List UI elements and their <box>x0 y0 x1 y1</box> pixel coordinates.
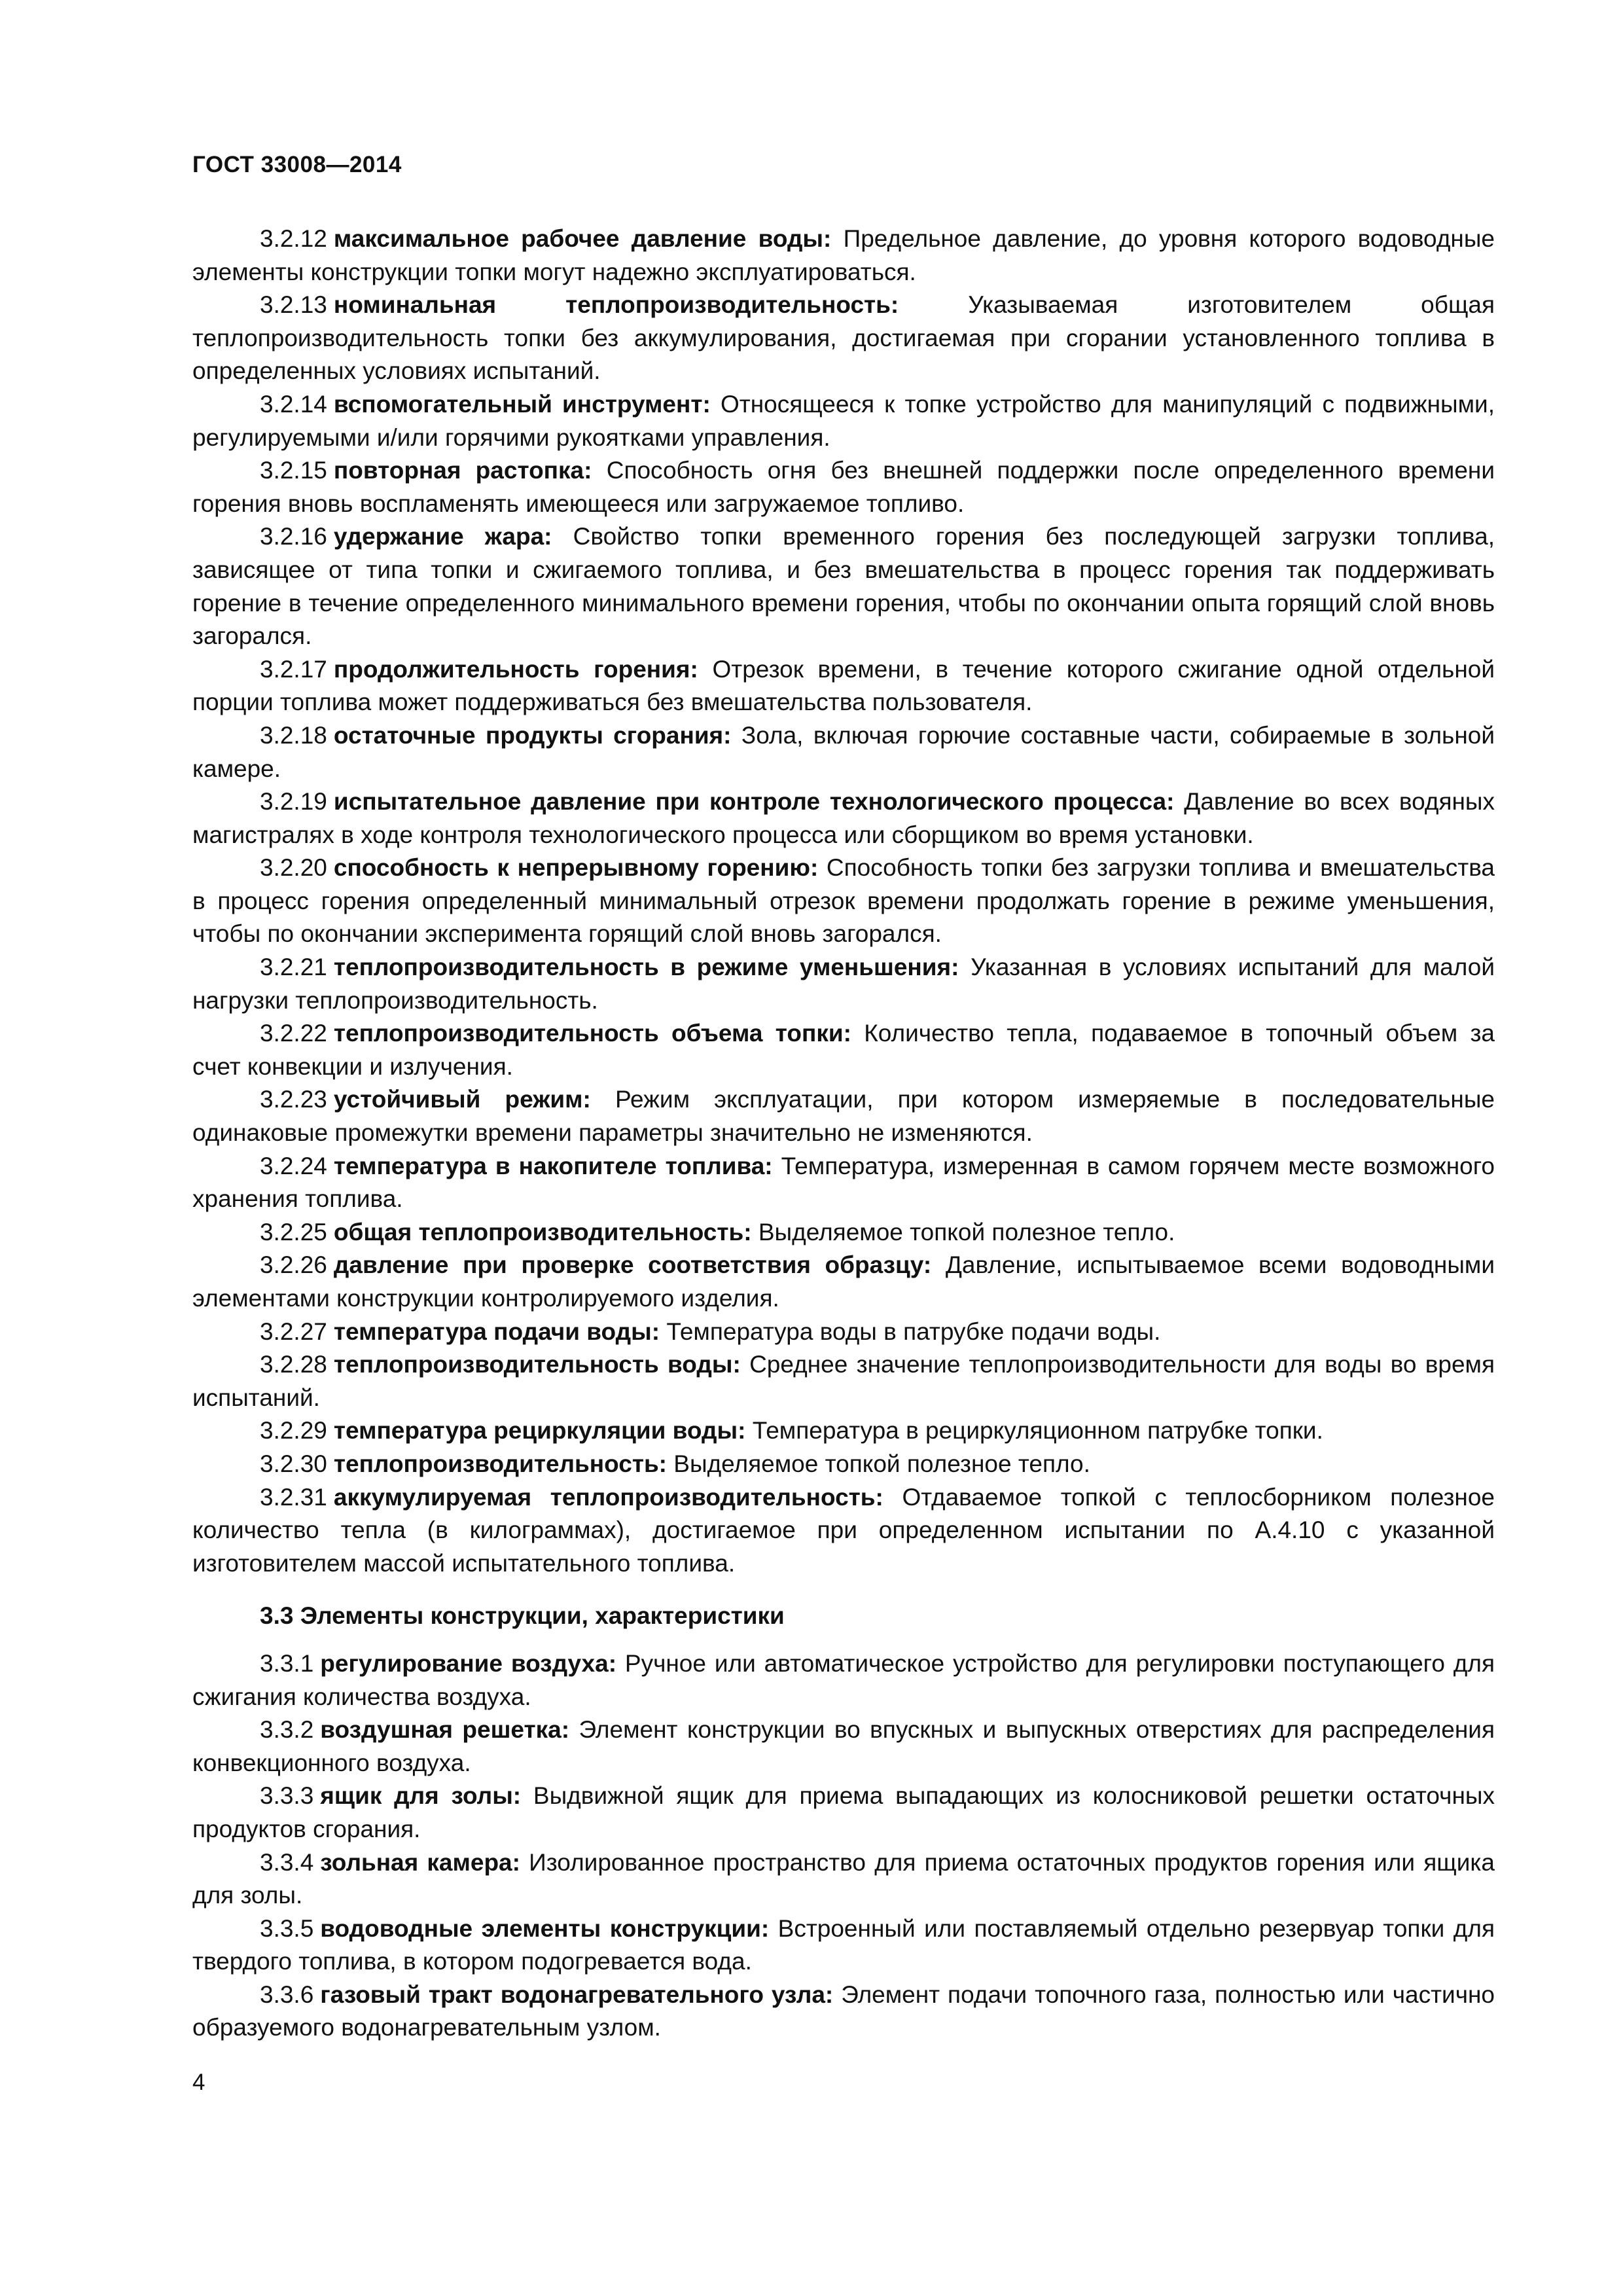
definition-item <box>192 454 1495 520</box>
definition-term: водоводные элементы конструкции: <box>320 1914 770 1942</box>
definition-number: 3.2.13 <box>260 291 327 319</box>
definition-item <box>192 289 1495 388</box>
definition-number: 3.2.25 <box>260 1218 327 1246</box>
definition-text: Давление во всех водяных магистралях в ходе контроля технологического процесса или сборщиком во время установки. <box>192 788 1495 848</box>
definition-term: теплопроизводительность в режиме уменьшения: <box>333 954 959 981</box>
definition-text: Отрезок времени, в течение которого сжигание одной отдельной порции топлива может поддерживаться без вмешательства пользователя. <box>192 655 1495 716</box>
definition-item <box>192 520 1495 653</box>
definition-term: теплопроизводительность воды: <box>333 1351 741 1378</box>
definition-text: Указанная в условиях испытаний для малой нагрузки теплопроизводительность. <box>192 954 1495 1014</box>
definition-number: 3.2.16 <box>260 523 327 550</box>
definition-item <box>192 1713 1495 1780</box>
definition-term: повторная растопка: <box>333 457 592 484</box>
definition-number: 3.2.18 <box>260 721 327 749</box>
definition-number: 3.2.26 <box>260 1251 327 1279</box>
definition-number: 3.3.6 <box>260 1981 314 2008</box>
definition-text: Давление, испытываемое всеми водоводными элементами конструкции контролируемого изделия. <box>192 1251 1495 1312</box>
document-body <box>192 223 1495 2045</box>
definition-text: Отдаваемое топкой с теплосборником полезное количество тепла (в килограммах), достигаемое при определенном испытании по А.4.10 с указанной изготовителем массой испытательного топлива. <box>192 1483 1495 1577</box>
definition-text: Элемент конструкции во впускных и выпускных отверстиях для распределения конвекционного воздуха. <box>192 1716 1495 1776</box>
definition-item <box>192 1979 1495 2045</box>
definition-term: теплопроизводительность объема топки: <box>333 1020 851 1047</box>
definition-item <box>192 1017 1495 1083</box>
definition-number: 3.2.15 <box>260 457 327 484</box>
definition-number: 3.2.27 <box>260 1318 327 1345</box>
definition-text: Относящееся к топке устройство для манипуляций с подвижными, регулируемыми и/или горячими рукоятками управления. <box>192 390 1495 451</box>
page-number: 4 <box>192 2070 205 2095</box>
definition-item <box>192 1316 1495 1349</box>
definition-text: Ручное или автоматическое устройство для регулировки поступающего для сжигания количества воздуха. <box>192 1649 1495 1710</box>
definition-term: удержание жара: <box>333 523 552 550</box>
definition-item <box>192 719 1495 785</box>
definition-number: 3.2.28 <box>260 1351 327 1378</box>
definition-item <box>192 1647 1495 1713</box>
definition-text: Среднее значение теплопроизводительности для воды во время испытаний. <box>192 1351 1495 1411</box>
document-header: ГОСТ 33008—2014 <box>192 152 402 177</box>
definition-term: регулирование воздуха: <box>320 1649 617 1677</box>
definition-number: 3.2.12 <box>260 225 327 252</box>
definition-number: 3.3.5 <box>260 1914 314 1942</box>
definition-term: способность к непрерывному горению: <box>333 854 819 882</box>
section-heading: 3.3 Элементы конструкции, характеристики <box>260 1602 785 1630</box>
definition-text: Способность топки без загрузки топлива и вмешательства в процесс горения определенный минимальный отрезок времени продолжать горение в режиме уменьшения, чтобы по окончании эксперимента горящий слой вновь загорался. <box>192 854 1495 948</box>
definition-item <box>192 1448 1495 1481</box>
definition-text: Способность огня без внешней поддержки после определенного времени горения вновь воспламенять имеющееся или загружаемое топливо. <box>192 457 1495 517</box>
definition-term: давление при проверке соответствия образцу: <box>333 1251 932 1279</box>
definition-number: 3.3.2 <box>260 1716 314 1744</box>
definition-term: остаточные продукты сгорания: <box>333 721 732 749</box>
definition-number: 3.2.14 <box>260 390 327 418</box>
definition-term: температура подачи воды: <box>333 1318 660 1345</box>
definition-item <box>192 1249 1495 1315</box>
definition-number: 3.2.24 <box>260 1152 327 1179</box>
definition-text: Режим эксплуатации, при котором измеряемые в последовательные одинаковые промежутки времени параметры значительно не изменяются. <box>192 1086 1495 1147</box>
definition-item <box>192 223 1495 289</box>
definition-text: Выделяемое топкой полезное тепло. <box>673 1450 1090 1477</box>
definition-term: зольная камера: <box>320 1848 520 1876</box>
definition-item <box>192 653 1495 719</box>
definition-term: аккумулируемая теплопроизводительность: <box>333 1483 883 1511</box>
definition-term: максимальное рабочее давление воды: <box>333 225 832 252</box>
definition-term: температура в накопителе топлива: <box>333 1152 773 1179</box>
definition-number: 3.3.3 <box>260 1782 314 1810</box>
definition-item <box>192 951 1495 1017</box>
definition-term: теплопроизводительность: <box>333 1450 668 1477</box>
definition-text: Встроенный или поставляемый отдельно резервуар топки для твердого топлива, в котором подогревается вода. <box>192 1914 1495 1975</box>
definition-text: Температура в рециркуляционном патрубке топки. <box>752 1417 1323 1444</box>
definition-term: газовый тракт водонагревательного узла: <box>320 1981 834 2008</box>
definition-number: 3.2.22 <box>260 1020 327 1047</box>
definition-term: вспомогательный инструмент: <box>333 390 711 418</box>
definition-text: Элемент подачи топочного газа, полностью или частично образуемого водонагревательным узлом. <box>192 1981 1495 2041</box>
definition-item <box>192 1912 1495 1979</box>
definition-item <box>192 785 1495 852</box>
definition-term: номинальная теплопроизводительность: <box>333 291 899 319</box>
definition-number: 3.2.17 <box>260 655 327 683</box>
definition-term: ящик для золы: <box>320 1782 522 1810</box>
definition-number: 3.2.21 <box>260 954 327 981</box>
definition-item <box>192 1481 1495 1581</box>
definition-item <box>192 1150 1495 1216</box>
definition-term: испытательное давление при контроле технологического процесса: <box>333 788 1175 816</box>
definition-item <box>192 388 1495 454</box>
definition-term: температура рециркуляции воды: <box>333 1417 746 1444</box>
definition-text: Температура, измеренная в самом горячем месте возможного хранения топлива. <box>192 1152 1495 1213</box>
definition-term: устойчивый режим: <box>333 1086 591 1113</box>
definition-item <box>192 852 1495 951</box>
definition-text: Температура воды в патрубке подачи воды. <box>666 1318 1161 1345</box>
construction-elements-list <box>192 1647 1495 2045</box>
definitions-list <box>192 223 1495 1580</box>
definition-text: Зола, включая горючие составные части, собираемые в зольной камере. <box>192 721 1495 782</box>
definition-text: Предельное давление, до уровня которого водоводные элементы конструкции топки могут надежно эксплуатироваться. <box>192 225 1495 285</box>
definition-item <box>192 1846 1495 1912</box>
definition-number: 3.3.1 <box>260 1649 314 1677</box>
definition-number: 3.3.4 <box>260 1848 314 1876</box>
definition-item <box>192 1780 1495 1846</box>
document-page <box>192 0 1495 2296</box>
definition-number: 3.2.19 <box>260 788 327 816</box>
definition-number: 3.2.30 <box>260 1450 327 1477</box>
definition-item <box>192 1216 1495 1249</box>
definition-number: 3.2.20 <box>260 854 327 882</box>
definition-item <box>192 1414 1495 1448</box>
definition-term: воздушная решетка: <box>320 1716 570 1744</box>
definition-item <box>192 1348 1495 1414</box>
definition-item <box>192 1083 1495 1149</box>
definition-text: Указываемая изготовителем общая теплопроизводительность топки без аккумулирования, достигаемая при сгорании установленного топлива в определенных условиях испытаний. <box>192 291 1495 385</box>
definition-term: продолжительность горения: <box>333 655 698 683</box>
definition-number: 3.2.29 <box>260 1417 327 1444</box>
definition-text: Выделяемое топкой полезное тепло. <box>758 1218 1175 1246</box>
definition-term: общая теплопроизводительность: <box>333 1218 752 1246</box>
definition-text: Количество тепла, подаваемое в топочный объем за счет конвекции и излучения. <box>192 1020 1495 1080</box>
definition-number: 3.2.23 <box>260 1086 327 1113</box>
definition-text: Выдвижной ящик для приема выпадающих из колосниковой решетки остаточных продуктов сгорания. <box>192 1782 1495 1842</box>
definition-text: Изолированное пространство для приема остаточных продуктов горения или ящика для золы. <box>192 1848 1495 1909</box>
definition-text: Свойство топки временного горения без последующей загрузки топлива, зависящее от типа топки и сжигаемого топлива, и без вмешательства в процесс горения так поддерживать горение в течение определенного минимального времени горения, чтобы по окончании опыта горящий слой вновь загорался. <box>192 523 1495 650</box>
definition-number: 3.2.31 <box>260 1483 327 1511</box>
